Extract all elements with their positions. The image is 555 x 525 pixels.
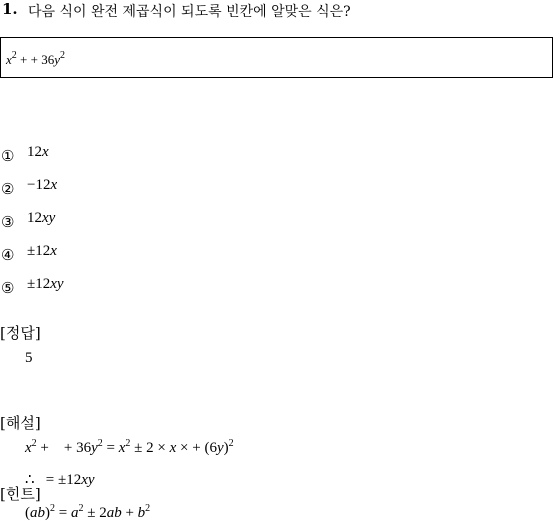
option-2-text: −12x — [27, 177, 58, 193]
option-4-mark: ④ — [1, 246, 15, 264]
option-3-mark: ③ — [1, 213, 15, 231]
hint-formula: $(ab)^2 = a^2 \pm 2ab + b^2$ — [25, 503, 151, 521]
answer-label: [정답] — [0, 324, 41, 342]
question-text: 다음 식이 완전 제곱식이 되도록 빈칸에 알맞은 식은? — [28, 4, 351, 20]
explanation-line-2: ∴ = ±12xy — [25, 472, 95, 488]
expression-box — [0, 37, 553, 78]
option-5[interactable] — [1, 278, 14, 297]
option-1-text: 12x — [27, 144, 49, 160]
option-1[interactable] — [1, 146, 14, 165]
question-number: 1. — [2, 0, 18, 18]
option-1-mark: ① — [1, 147, 15, 165]
option-3[interactable] — [1, 212, 14, 231]
answer-value: 5 — [25, 350, 33, 366]
expression-formula: $x^2$ + + $36y^2$ — [6, 50, 65, 67]
hint-label: [힌트] — [0, 485, 41, 503]
explanation-line-1: $x^2$ + + $36y^2 = x^2 \pm 2 \times x$ × + $(6y)^2$ — [25, 438, 234, 456]
option-2-mark: ② — [1, 180, 15, 198]
option-4[interactable] — [1, 245, 14, 264]
explanation-label: [해설] — [0, 414, 41, 432]
option-5-text: ±12xy — [27, 276, 64, 292]
option-5-mark: ⑤ — [1, 279, 15, 297]
option-3-text: 12xy — [27, 210, 56, 226]
option-4-text: ±12x — [27, 243, 57, 259]
option-2[interactable] — [1, 179, 14, 198]
